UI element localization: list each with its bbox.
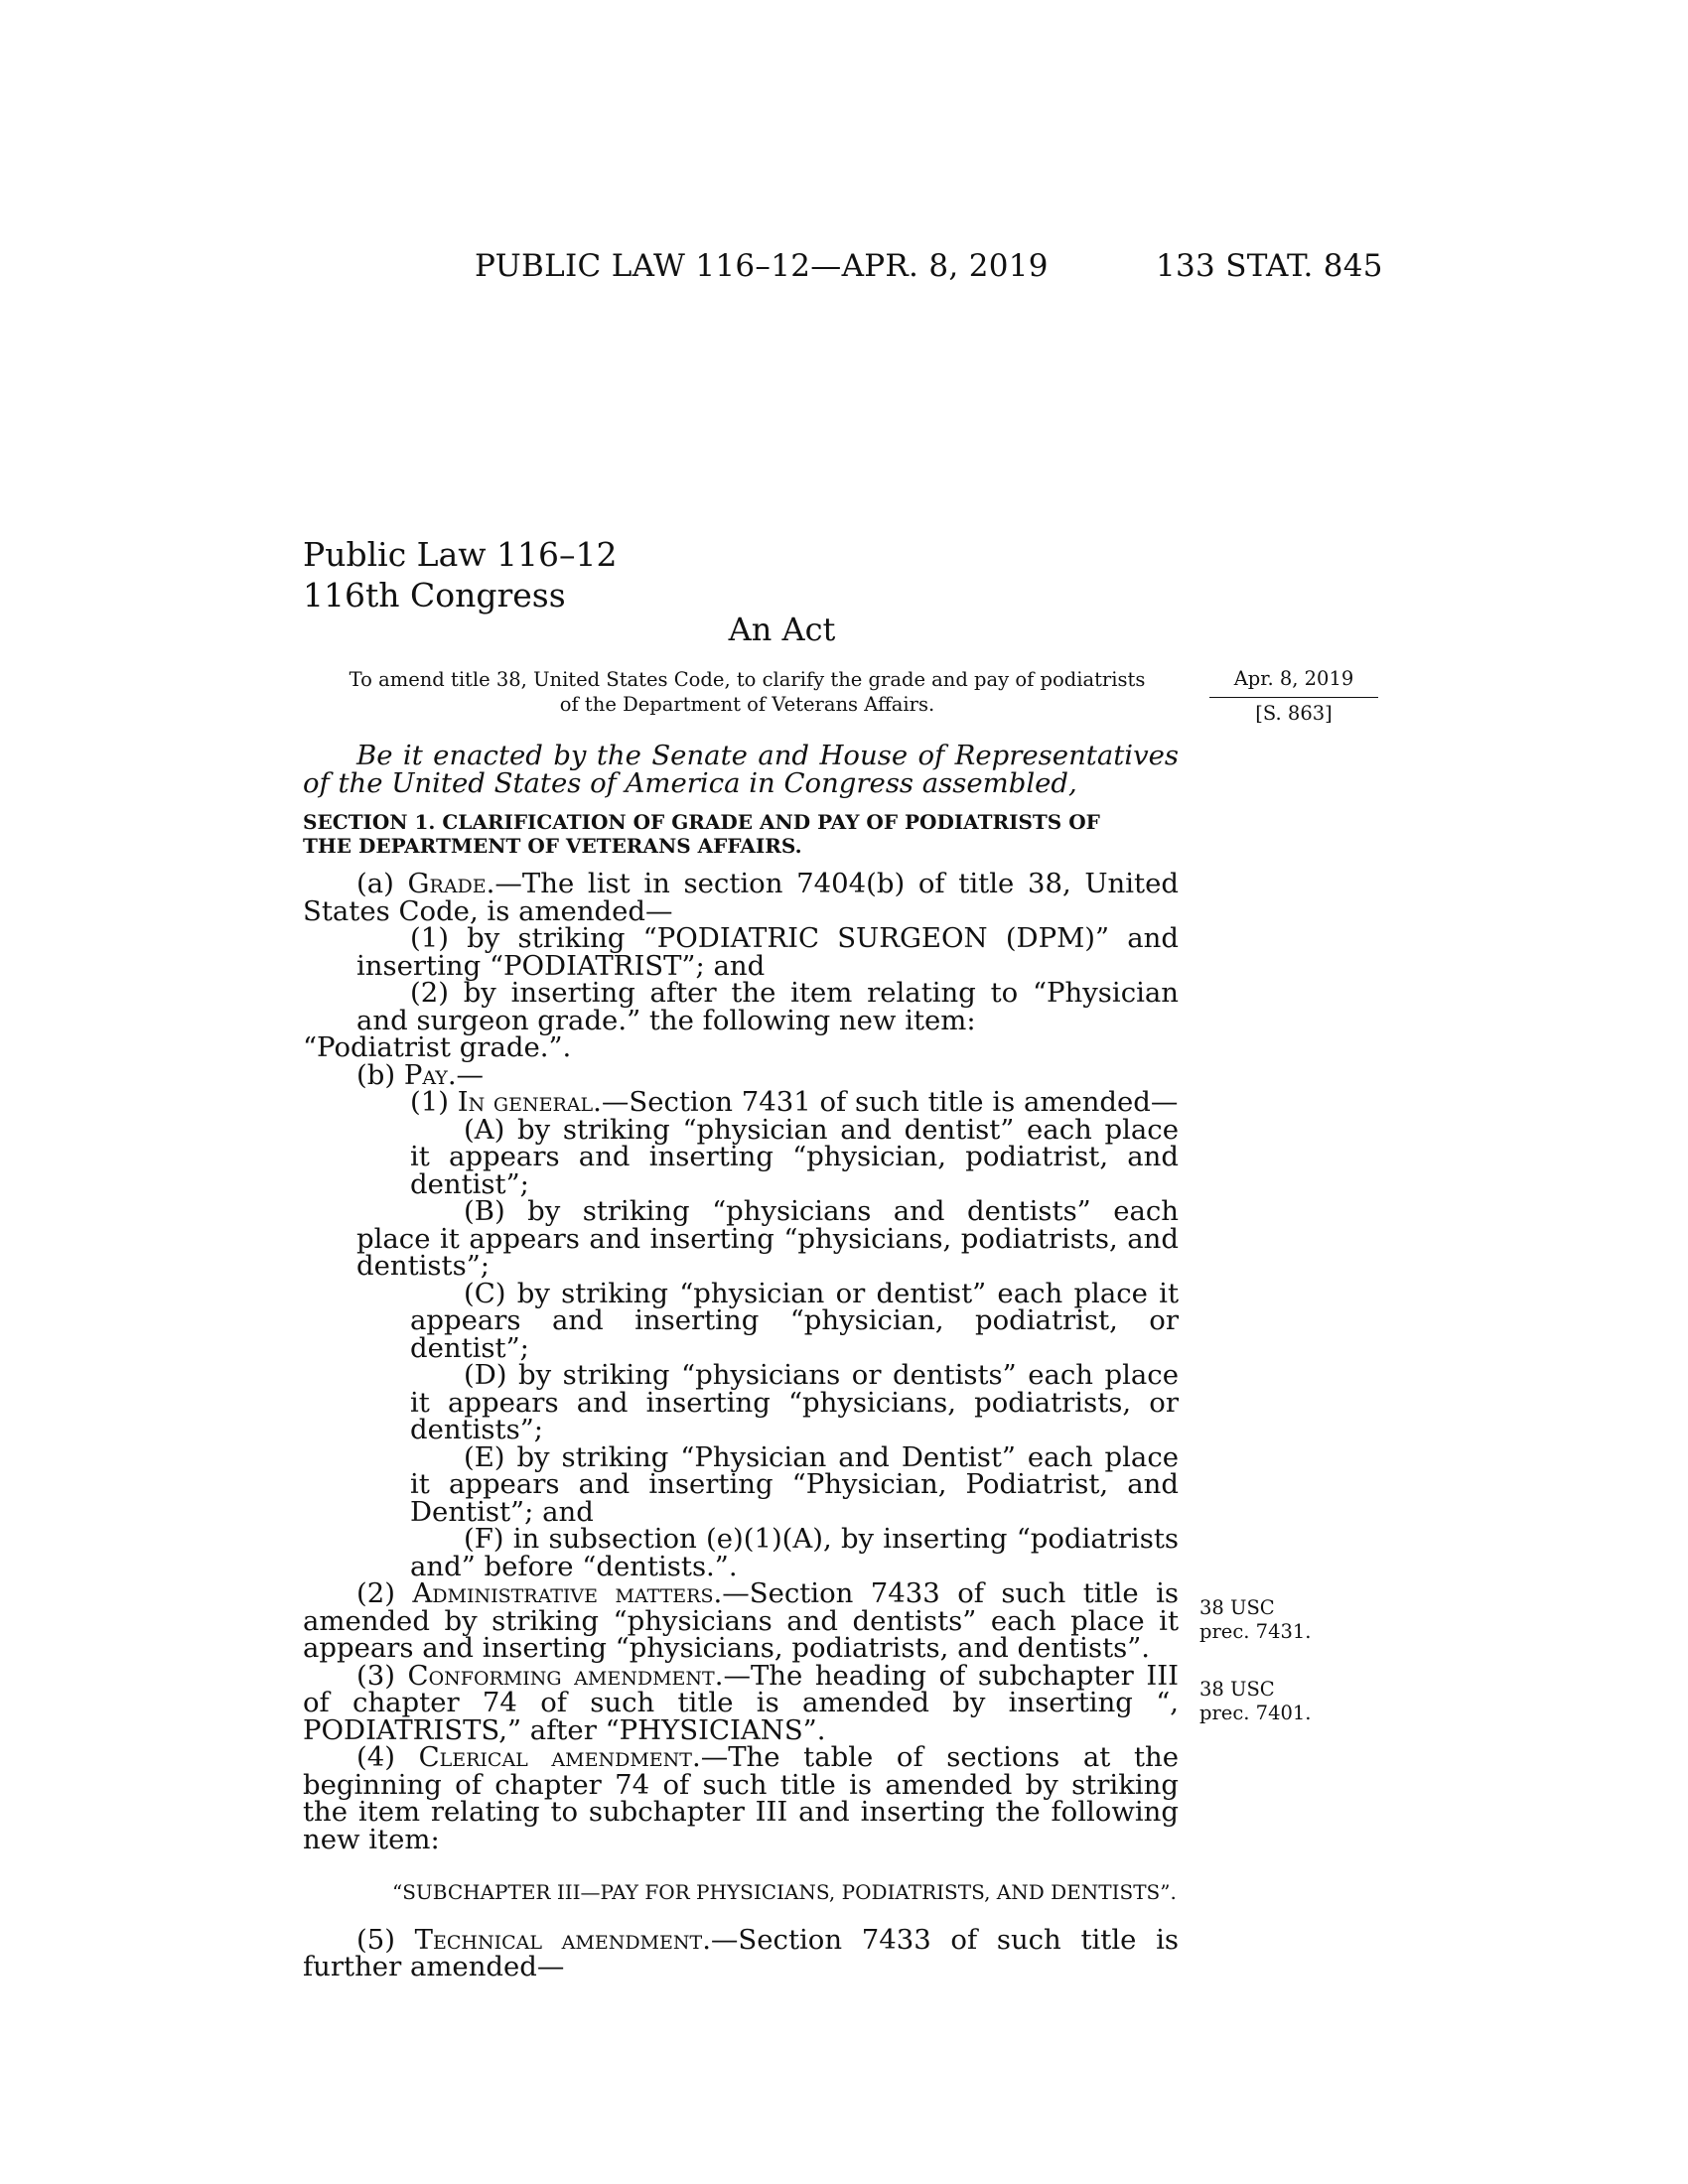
subsection-a [303,868,1179,927]
enactment-date: Apr. 8, 2019 [1233,667,1354,690]
subsection-a-heading: Grade [407,868,487,899]
running-head: PUBLIC LAW 116–12—APR. 8, 2019 [475,248,1049,284]
subparagraph-A: (A) by striking “physician and dentist” each place it appears and inserting “physician, podiatrist, and dentist”; [410,1113,1179,1200]
paragraph-b-2-label: (2) [356,1577,413,1609]
act-label: An Act [728,611,836,648]
paragraph-b-4-heading: Clerical amendment [418,1741,692,1773]
paragraph-b-5-heading: Technical amendment [414,1923,703,1956]
law-title-block [303,534,617,615]
side-divider [1209,697,1378,698]
margin-note-prec-7431 [1199,1596,1312,1644]
paragraph-b-2 [303,1577,1180,1664]
paragraph-b-5-text: .—Section 7433 of such title is further amended— [303,1923,1180,1982]
margin-note-1-line-2: prec. 7431. [1199,1620,1312,1643]
section-heading-line-1: SECTION 1. CLARIFICATION OF GRADE AND PAY OF PODIATRISTS OF [303,810,1100,834]
paragraph-a-2: (2) by inserting after the item relating to “Physician and surgeon grade.” the following new item: [356,977,1179,1036]
subsection-a-text: .—The list in section 7404(b) of title 38, United States Code, is amended— [303,868,1179,927]
paragraph-b-4-text: .—The table of sections at the beginning of chapter 74 of such title is amended by striking the item relating to subchapter III and inserting the following new item: [303,1741,1179,1855]
margin-note-prec-7401 [1199,1678,1312,1725]
margin-note-1-line-1: 38 USC [1199,1596,1275,1619]
section-heading-line-2: THE DEPARTMENT OF VETERANS AFFAIRS. [303,834,802,858]
paragraph-b-4 [303,1741,1179,1855]
paragraph-a-1: (1) by striking “PODIATRIC SURGEON (DPM)” and inserting “PODIATRIST”; and [356,922,1179,982]
subparagraph-D: (D) by striking “physicians or dentists” each place it appears and inserting “physicians, podiatrists, or dentists”; [410,1359,1179,1445]
margin-note-2-line-2: prec. 7401. [1199,1702,1312,1724]
paragraph-b-5 [303,1923,1180,1982]
paragraph-b-1-label: (1) [410,1086,458,1118]
subsection-a-label: (a) [356,868,408,899]
purpose-line-2: of the Department of Veterans Affairs. [559,693,935,716]
enacting-clause: Be it enacted by the Senate and House of Representatives of the United States of America in Congress assembled, [303,740,1179,799]
paragraph-b-4-label: (4) [356,1741,419,1773]
inserted-table-item-quote: “SUBCHAPTER III—PAY FOR PHYSICIANS, PODIATRISTS, AND DENTISTS”. [392,1880,1177,1904]
congress-number: 116th Congress [303,576,566,614]
paragraph-b-1-text: .—Section 7431 of such title is amended— [593,1086,1179,1118]
public-law-number: Public Law 116–12 [303,535,618,574]
subparagraph-B: (B) by striking “physicians and dentists” each place it appears and inserting “physicians, podiatrists, and dentists”; [356,1195,1179,1282]
paragraph-b-2-heading: Administrative matters [412,1577,714,1609]
paragraph-b-2-text: .—Section 7433 of such title is amended by striking “physicians and dentists” each place it appears and inserting “physicians, podiatrists, and dentists”. [303,1577,1180,1664]
stat-page-number: 133 STAT. 845 [1156,248,1383,284]
subsection-b-text: .— [447,1058,485,1091]
subsection-b-heading: Pay [403,1058,448,1091]
paragraph-b-3-heading: Conforming amendment [407,1659,715,1692]
paragraph-b-1-heading: In general [457,1086,594,1118]
section-heading [303,810,1179,858]
paragraph-b-3-text: .—The heading of subchapter III of chapter 74 of such title is amended by inserting “, PODIATRISTS,” after “PHYSICIANS”. [303,1659,1179,1746]
margin-note-2-line-1: 38 USC [1199,1678,1275,1701]
paragraph-b-1 [303,1086,1179,1118]
subparagraph-E: (E) by striking “Physician and Dentist” each place it appears and inserting “Physician, Podiatrist, and Dentist”; and [410,1440,1179,1528]
paragraph-b-3 [303,1659,1179,1746]
paragraph-b-5-label: (5) [356,1923,415,1956]
inserted-item-quote: “Podiatrist grade.”. [303,1031,572,1063]
subsection-b-label: (b) [356,1058,404,1091]
purpose-line-1: To amend title 38, United States Code, to clarify the grade and pay of podiatrists [349,668,1146,691]
act-purpose [318,667,1177,717]
law-body [303,740,1180,1982]
bill-number: [S. 863] [1255,702,1333,725]
subparagraph-F: (F) in subsection (e)(1)(A), by inserting “podiatrists and” before “dentists.”. [410,1523,1179,1582]
subsection-b [303,1058,1179,1091]
paragraph-b-3-label: (3) [356,1659,408,1692]
subparagraph-C: (C) by striking “physician or dentist” each place it appears and inserting “physician, podiatrist, or dentist”; [410,1277,1179,1364]
